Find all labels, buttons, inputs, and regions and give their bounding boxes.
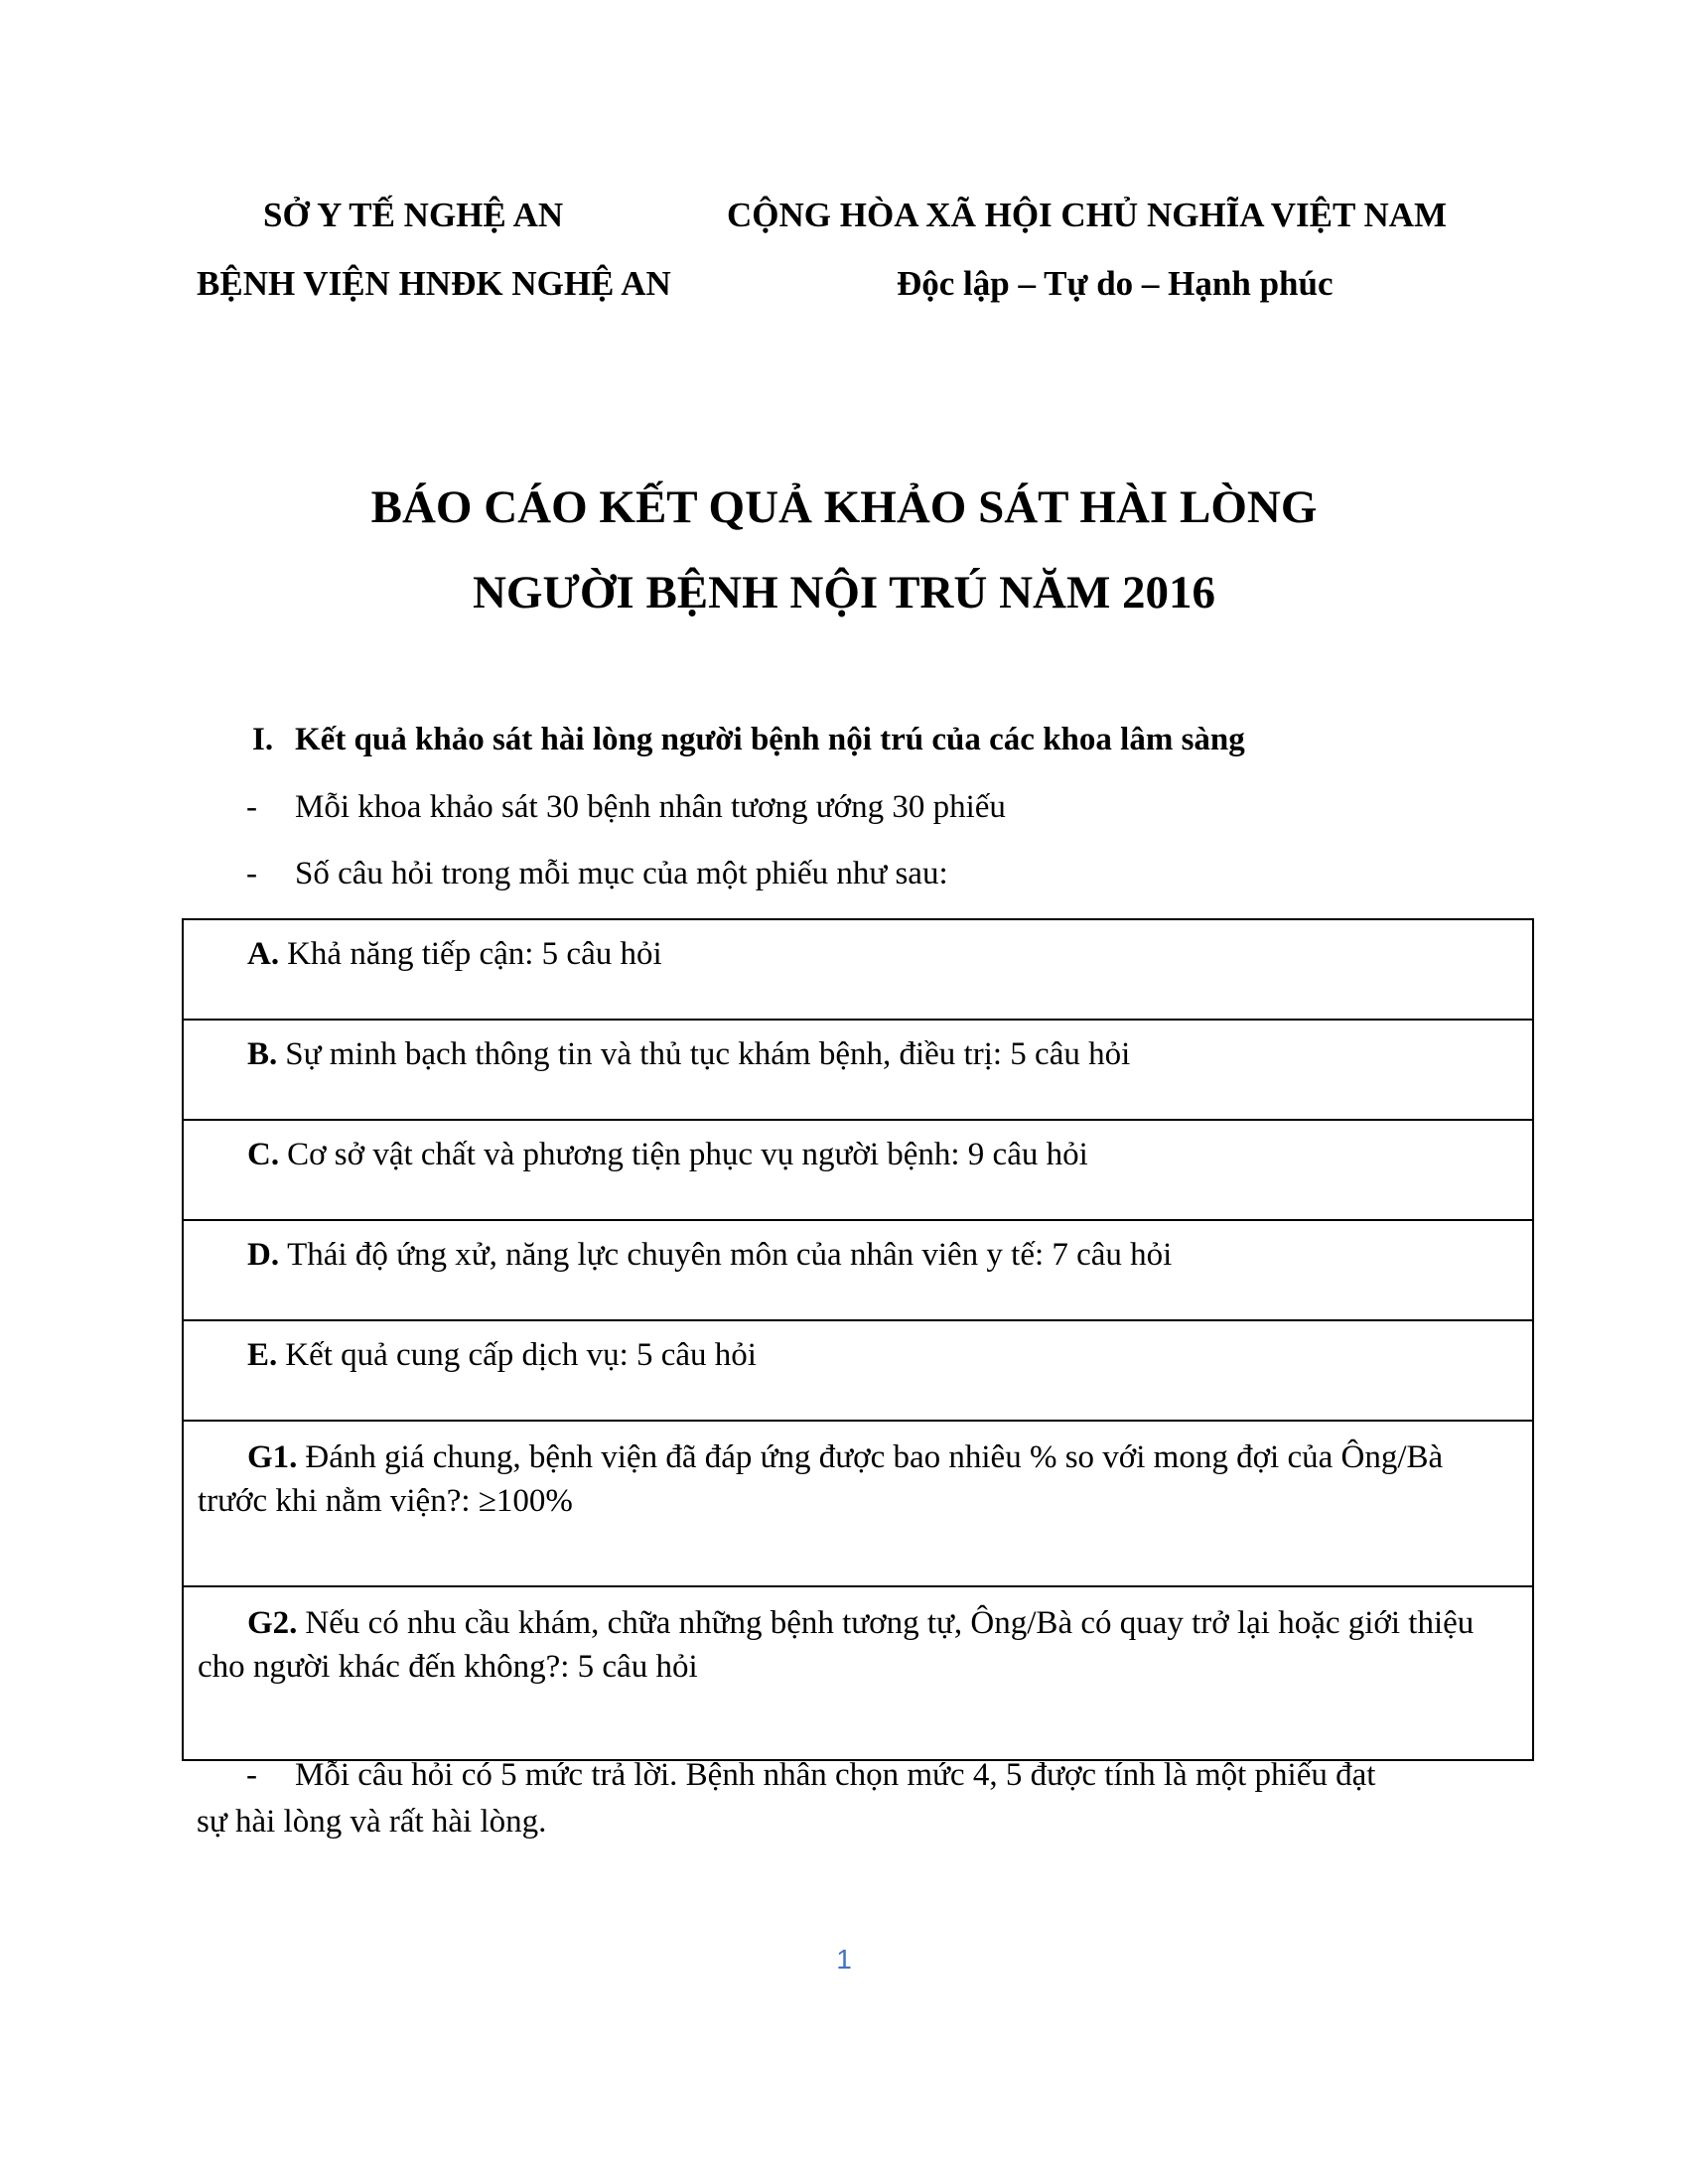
header-left-line1: SỞ Y TẾ NGHỆ AN <box>263 196 564 234</box>
row-label: G2. <box>247 1605 298 1641</box>
row-label: C. <box>247 1137 280 1172</box>
bullet-text: Mỗi khoa khảo sát 30 bệnh nhân tương ướng 30 phiếu <box>295 789 1006 825</box>
row-text: Đánh giá chung, bệnh viện đã đáp ứng được bao nhiêu % so với mong đợi của Ông/Bà trước khi nằm viện?: ≥100% <box>198 1439 1444 1519</box>
section-number: I. <box>252 722 274 757</box>
table-cell <box>247 1237 1172 1274</box>
row-text: Kết quả cung cấp dịch vụ: 5 câu hỏi <box>285 1337 757 1373</box>
document-title-line1: BÁO CÁO KẾT QUẢ KHẢO SÁT HÀI LÒNG <box>370 481 1318 533</box>
bullet-dash: - <box>246 856 257 891</box>
table-row <box>184 1221 1532 1321</box>
row-label: D. <box>247 1237 280 1273</box>
table-row <box>184 920 1532 1021</box>
question-table <box>182 918 1534 1761</box>
table-row <box>184 1321 1532 1422</box>
row-text: Cơ sở vật chất và phương tiện phục vụ người bệnh: 9 câu hỏi <box>287 1137 1088 1172</box>
row-label: G1. <box>247 1439 298 1475</box>
table-cell <box>247 936 662 973</box>
header-left-line2: BỆNH VIỆN HNĐK NGHỆ AN <box>197 264 671 303</box>
row-label: B. <box>247 1036 278 1072</box>
section-heading: Kết quả khảo sát hài lòng người bệnh nội trú của các khoa lâm sàng <box>295 722 1245 757</box>
table-row <box>184 1587 1532 1761</box>
table-cell <box>247 1137 1088 1173</box>
page-number: 1 <box>836 1944 852 1975</box>
bullet-dash: - <box>246 1757 257 1793</box>
document-title-line2: NGƯỜI BỆNH NỘI TRÚ NĂM 2016 <box>472 567 1216 618</box>
row-text: Sự minh bạch thông tin và thủ tục khám bệnh, điều trị: 5 câu hỏi <box>285 1036 1131 1072</box>
row-text: Thái độ ứng xử, năng lực chuyên môn của nhân viên y tế: 7 câu hỏi <box>287 1237 1173 1273</box>
table-row <box>184 1422 1532 1587</box>
table-cell <box>247 1337 757 1374</box>
paragraph-line: sự hài lòng và rất hài lòng. <box>197 1804 547 1840</box>
bullet-dash: - <box>246 789 257 825</box>
row-label: A. <box>247 936 280 972</box>
row-text: Khả năng tiếp cận: 5 câu hỏi <box>287 936 662 972</box>
header-right-line2: Độc lập – Tự do – Hạnh phúc <box>897 264 1334 303</box>
row-label: E. <box>247 1337 278 1373</box>
bullet-text: Số câu hỏi trong mỗi mục của một phiếu như sau: <box>295 856 948 891</box>
table-row <box>184 1021 1532 1121</box>
paragraph-line: Mỗi câu hỏi có 5 mức trả lời. Bệnh nhân chọn mức 4, 5 được tính là một phiếu đạt <box>295 1757 1376 1793</box>
table-row <box>184 1121 1532 1221</box>
header-right-line1: CỘNG HÒA XÃ HỘI CHỦ NGHĨA VIỆT NAM <box>727 196 1448 234</box>
table-cell <box>247 1036 1130 1073</box>
row-text: Nếu có nhu cầu khám, chữa những bệnh tương tự, Ông/Bà có quay trở lại hoặc giới thiệu cho người khác đến không?: 5 câu hỏi <box>198 1605 1475 1685</box>
table-cell <box>198 1435 1502 1523</box>
table-cell <box>198 1601 1502 1689</box>
